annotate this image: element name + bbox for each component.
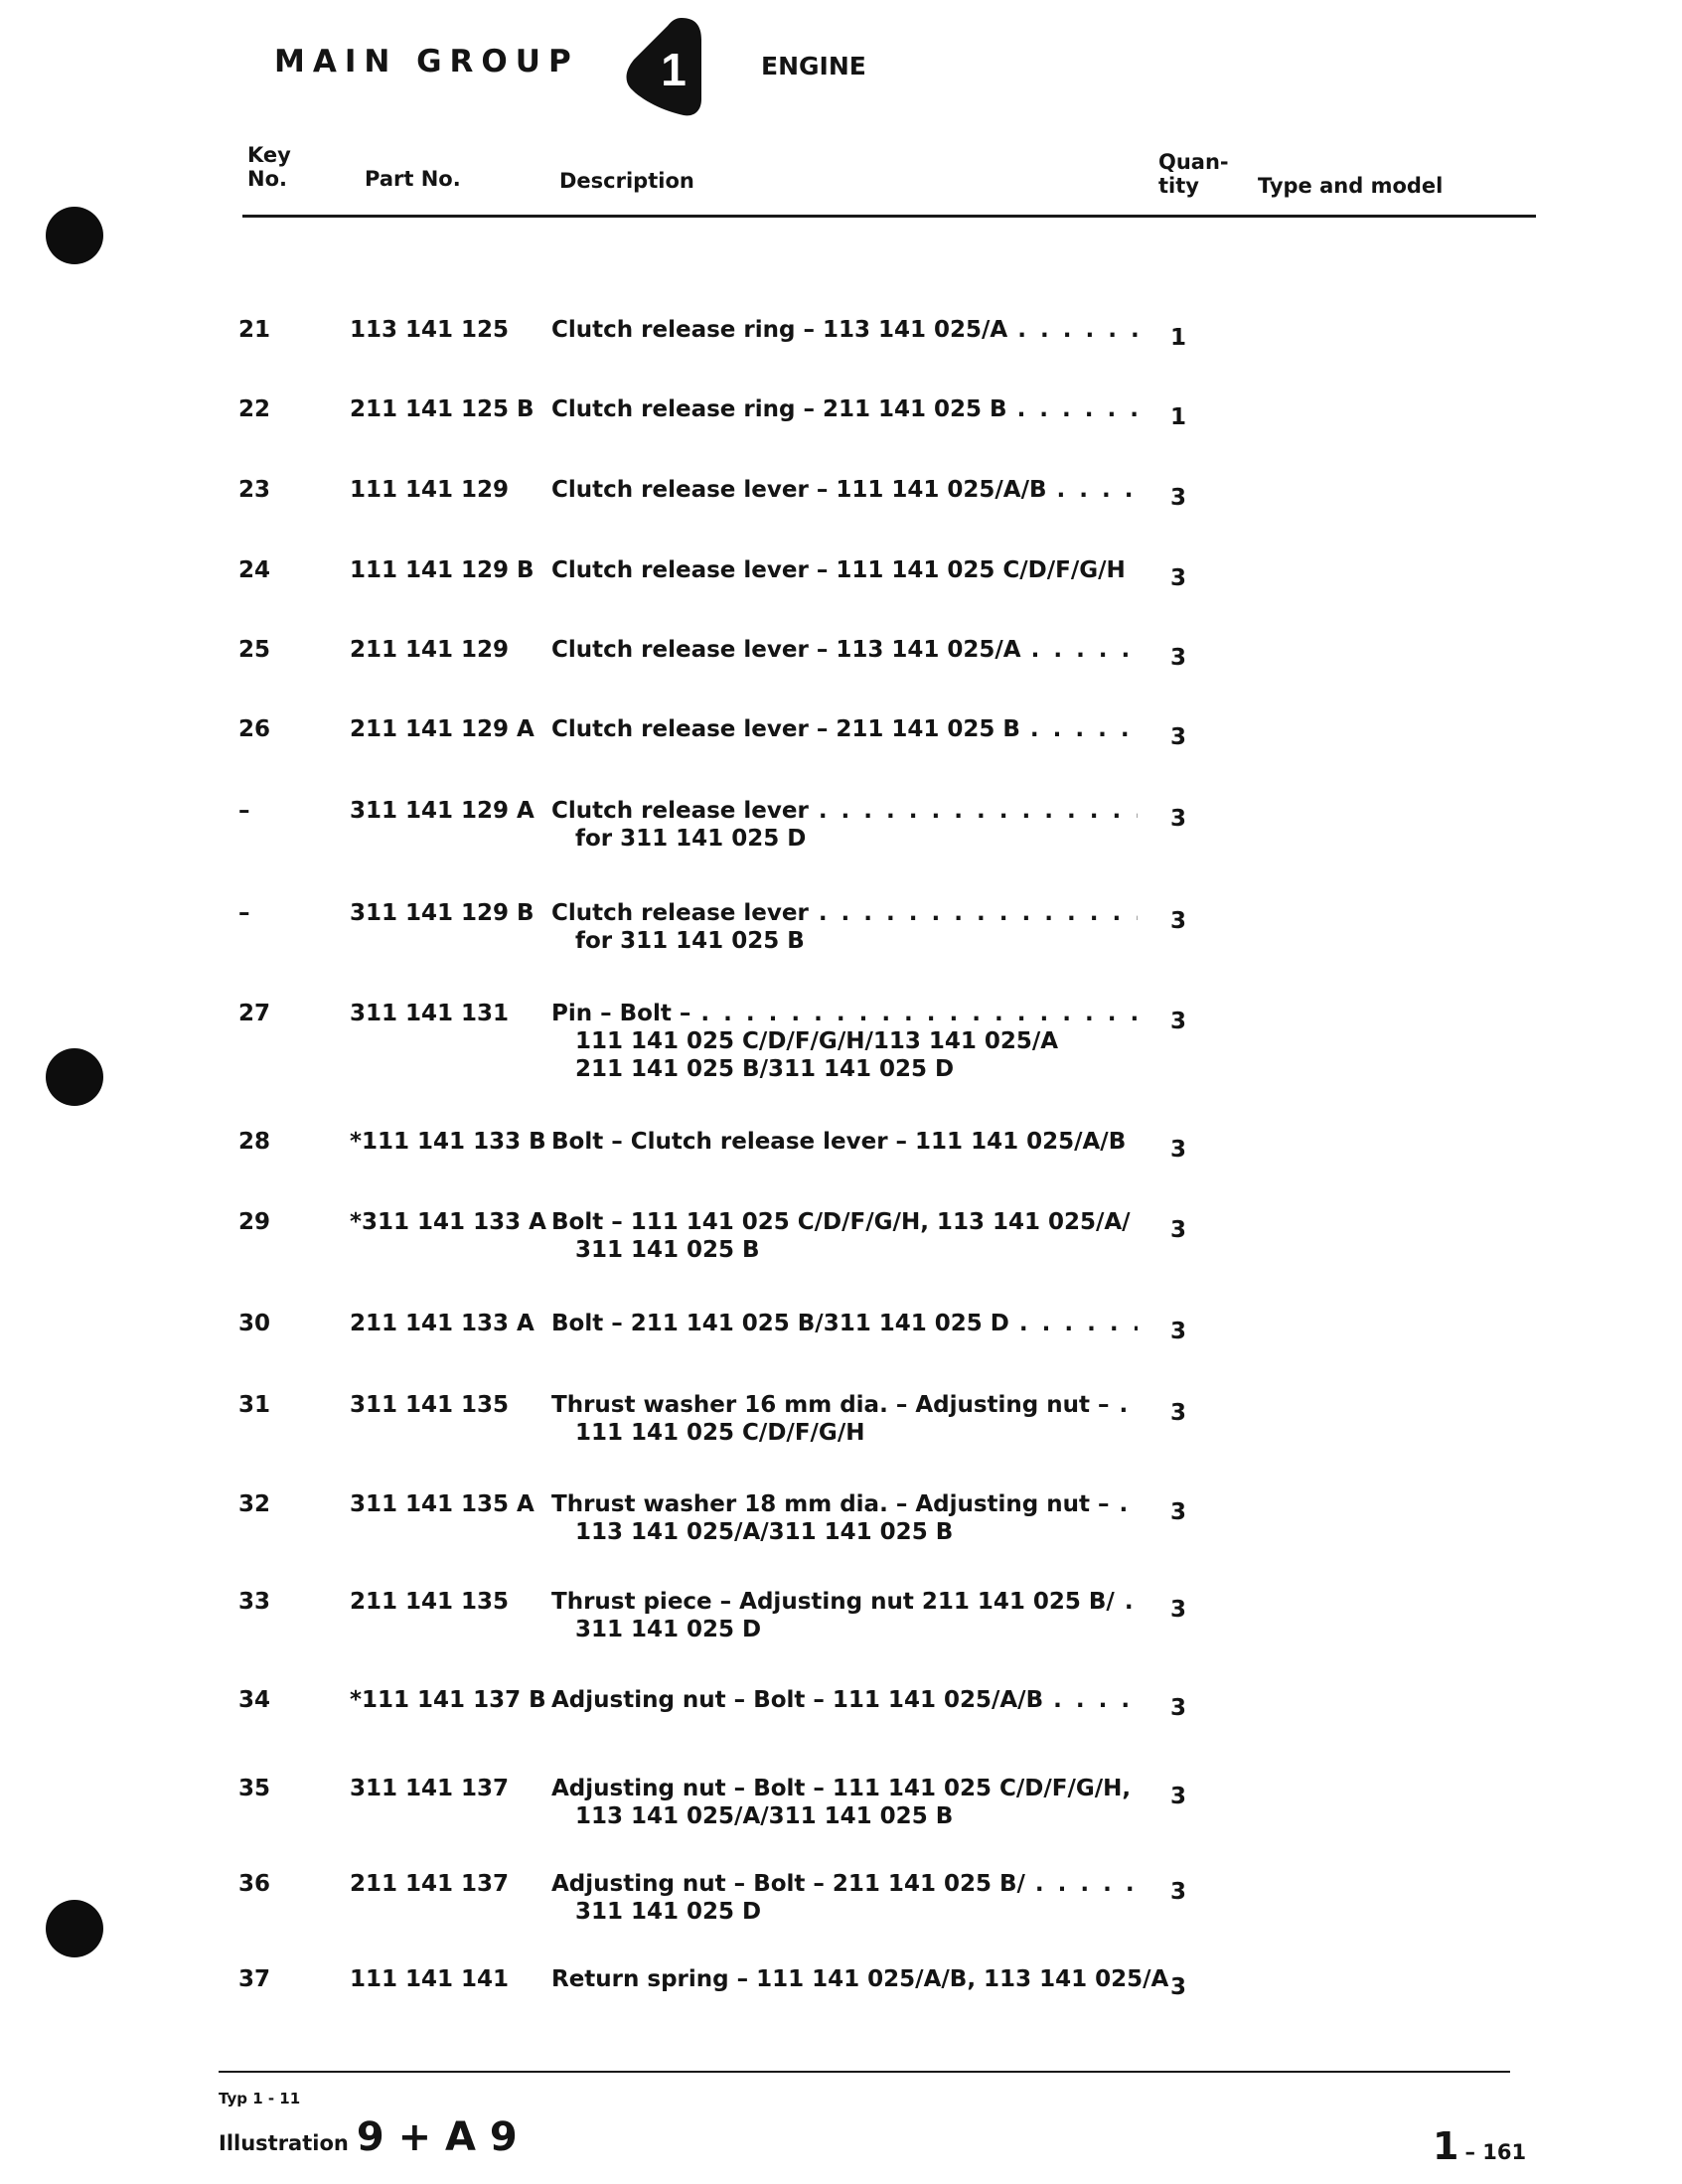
description — [551, 1870, 1138, 1926]
part-number: 211 141 133 A — [350, 1311, 535, 1336]
key-number: 29 — [238, 1209, 271, 1235]
quantity: 1 — [1170, 404, 1187, 430]
group-number: 1 — [661, 44, 687, 95]
page-number-minor: – 161 — [1464, 2140, 1527, 2164]
col-quantity-header: Quan- tity — [1158, 150, 1229, 198]
key-number: 34 — [238, 1687, 271, 1713]
quantity: 3 — [1170, 724, 1187, 750]
description — [551, 316, 1138, 344]
main-group-title: MAIN GROUP — [274, 44, 579, 79]
dot-leader — [1053, 1686, 1138, 1714]
part-number: 311 141 137 — [350, 1776, 510, 1801]
key-number: 24 — [238, 557, 271, 583]
dot-leader — [1030, 715, 1138, 743]
description-text: Bolt – 111 141 025 C/D/F/G/H, 113 141 025/A/ — [551, 1209, 1131, 1235]
description-text: Bolt – Clutch release lever – 111 141 025/A/B — [551, 1129, 1127, 1155]
description-text: Adjusting nut – Bolt – 111 141 025/A/B — [551, 1687, 1044, 1713]
part-number: 311 141 131 — [350, 1001, 510, 1026]
punch-hole — [46, 1900, 103, 1957]
description — [551, 1208, 1138, 1264]
part-number: 211 141 135 — [350, 1589, 510, 1615]
dot-leader — [819, 797, 1138, 825]
quantity: 3 — [1170, 1597, 1187, 1623]
description-continuation: 113 141 025/A/311 141 025 B — [575, 1803, 954, 1829]
dot-leader — [1017, 395, 1138, 423]
description-text: Bolt – 211 141 025 B/311 141 025 D — [551, 1311, 1009, 1336]
punch-hole — [46, 1048, 103, 1106]
part-number: 113 141 125 — [350, 317, 510, 343]
description-text: Clutch release lever – 111 141 025/A/B — [551, 477, 1047, 503]
description-text: Adjusting nut – Bolt – 211 141 025 B/ — [551, 1871, 1025, 1897]
description — [551, 636, 1138, 664]
key-number: 36 — [238, 1871, 271, 1897]
description-text: Clutch release lever – 211 141 025 B — [551, 716, 1020, 742]
quantity: 3 — [1170, 1499, 1187, 1525]
description-continuation: 111 141 025 C/D/F/G/H/113 141 025/A — [575, 1028, 1059, 1054]
key-number: 32 — [238, 1491, 271, 1517]
part-number: *311 141 133 A — [350, 1209, 546, 1235]
part-number: 311 141 129 B — [350, 900, 535, 926]
quantity: 3 — [1170, 1319, 1187, 1344]
description — [551, 1310, 1138, 1337]
dot-leader — [1031, 636, 1138, 664]
description — [551, 556, 1138, 584]
dot-leader — [1120, 1391, 1138, 1419]
description-continuation: for 311 141 025 D — [575, 826, 807, 852]
col-description-header: Description — [559, 169, 694, 193]
part-number: 311 141 129 A — [350, 798, 535, 824]
quantity: 3 — [1170, 1137, 1187, 1163]
part-number: 211 141 129 A — [350, 716, 535, 742]
punch-hole — [46, 207, 103, 264]
description-text: Clutch release ring – 211 141 025 B — [551, 396, 1007, 422]
part-number: 111 141 129 B — [350, 557, 535, 583]
part-number: *111 141 137 B — [350, 1687, 546, 1713]
description-text: Clutch release lever – 111 141 025 C/D/F/G/H — [551, 557, 1126, 583]
description-continuation: 113 141 025/A/311 141 025 B — [575, 1519, 954, 1545]
dot-leader — [1017, 316, 1138, 344]
quantity: 3 — [1170, 1784, 1187, 1809]
quantity: 3 — [1170, 1400, 1187, 1426]
dot-leader — [1125, 1588, 1138, 1616]
description-continuation: 211 141 025 B/311 141 025 D — [575, 1056, 955, 1082]
description-text: Clutch release ring – 113 141 025/A — [551, 317, 1008, 343]
quantity: 3 — [1170, 485, 1187, 511]
dot-leader — [1035, 1870, 1138, 1898]
key-number: 25 — [238, 637, 271, 663]
description — [551, 1391, 1138, 1447]
page-number-major: 1 — [1433, 2124, 1459, 2168]
description-text: Clutch release lever – 113 141 025/A — [551, 637, 1021, 663]
quantity: 3 — [1170, 1974, 1187, 2000]
type-reference: Typ 1 - 11 — [219, 2090, 301, 2107]
part-number: 211 141 129 — [350, 637, 510, 663]
quantity: 3 — [1170, 806, 1187, 832]
description — [551, 395, 1138, 423]
part-number: 211 141 137 — [350, 1871, 510, 1897]
header-rule — [242, 215, 1536, 218]
key-number: 26 — [238, 716, 271, 742]
description — [551, 899, 1138, 955]
description-continuation: 311 141 025 D — [575, 1617, 762, 1642]
key-number: 27 — [238, 1001, 271, 1026]
quantity: 3 — [1170, 1695, 1187, 1721]
key-number: 37 — [238, 1966, 271, 1992]
dot-leader — [1136, 556, 1138, 584]
description-continuation: 311 141 025 B — [575, 1237, 760, 1263]
description-text: Return spring – 111 141 025/A/B, 113 141 025/A — [551, 1966, 1169, 1992]
description-text: Thrust washer 18 mm dia. – Adjusting nut – — [551, 1491, 1110, 1517]
section-title: ENGINE — [761, 52, 866, 80]
group-number-badge — [624, 14, 703, 117]
description — [551, 476, 1138, 504]
description-text: Thrust piece – Adjusting nut 211 141 025 B/ — [551, 1589, 1115, 1615]
dot-leader — [1120, 1490, 1138, 1518]
description-text: Thrust washer 16 mm dia. – Adjusting nut – — [551, 1392, 1110, 1418]
footer-rule — [219, 2071, 1510, 2073]
key-number: 21 — [238, 317, 271, 343]
key-number: 30 — [238, 1311, 271, 1336]
description — [551, 1490, 1138, 1546]
dot-leader — [819, 899, 1138, 927]
description-continuation: for 311 141 025 B — [575, 928, 805, 954]
description — [551, 1588, 1138, 1643]
col-type-model-header: Type and model — [1258, 174, 1444, 198]
dot-leader — [1136, 1128, 1138, 1156]
illustration-reference — [219, 2114, 518, 2160]
col-part-header: Part No. — [365, 167, 461, 191]
quantity: 3 — [1170, 565, 1187, 591]
description — [551, 715, 1138, 743]
col-key-header: Key No. — [247, 143, 291, 191]
illustration-label: Illustration — [219, 2131, 349, 2155]
key-number: 22 — [238, 396, 271, 422]
part-number: 111 141 141 — [350, 1966, 510, 1992]
description — [551, 797, 1138, 853]
quantity: 3 — [1170, 908, 1187, 934]
part-number: 311 141 135 A — [350, 1491, 535, 1517]
description — [551, 1128, 1138, 1156]
dot-leader — [1019, 1310, 1138, 1337]
description — [551, 1686, 1138, 1714]
quantity: 1 — [1170, 325, 1187, 351]
key-number: – — [238, 798, 250, 824]
description — [551, 1965, 1169, 1993]
quantity: 3 — [1170, 1009, 1187, 1034]
key-number: 35 — [238, 1776, 271, 1801]
quantity: 3 — [1170, 645, 1187, 671]
description — [551, 1775, 1138, 1830]
description-text: Pin – Bolt – — [551, 1001, 691, 1026]
part-number: 111 141 129 — [350, 477, 510, 503]
description — [551, 1000, 1138, 1083]
description-text: Clutch release lever — [551, 798, 809, 824]
key-number: 31 — [238, 1392, 271, 1418]
key-number: – — [238, 900, 250, 926]
part-number: 211 141 125 B — [350, 396, 535, 422]
quantity: 3 — [1170, 1879, 1187, 1905]
key-number: 33 — [238, 1589, 271, 1615]
description-text: Clutch release lever — [551, 900, 809, 926]
description-continuation: 111 141 025 C/D/F/G/H — [575, 1420, 865, 1446]
dot-leader — [700, 1000, 1138, 1027]
description-text: Adjusting nut – Bolt – 111 141 025 C/D/F/G/H, — [551, 1776, 1132, 1801]
key-number: 28 — [238, 1129, 271, 1155]
quantity: 3 — [1170, 1217, 1187, 1243]
dot-leader — [1057, 476, 1139, 504]
part-number: 311 141 135 — [350, 1392, 510, 1418]
description-continuation: 311 141 025 D — [575, 1899, 762, 1925]
part-number: *111 141 133 B — [350, 1129, 546, 1155]
key-number: 23 — [238, 477, 271, 503]
page-number — [1433, 2124, 1526, 2168]
illustration-number: 9 + A 9 — [356, 2114, 518, 2160]
